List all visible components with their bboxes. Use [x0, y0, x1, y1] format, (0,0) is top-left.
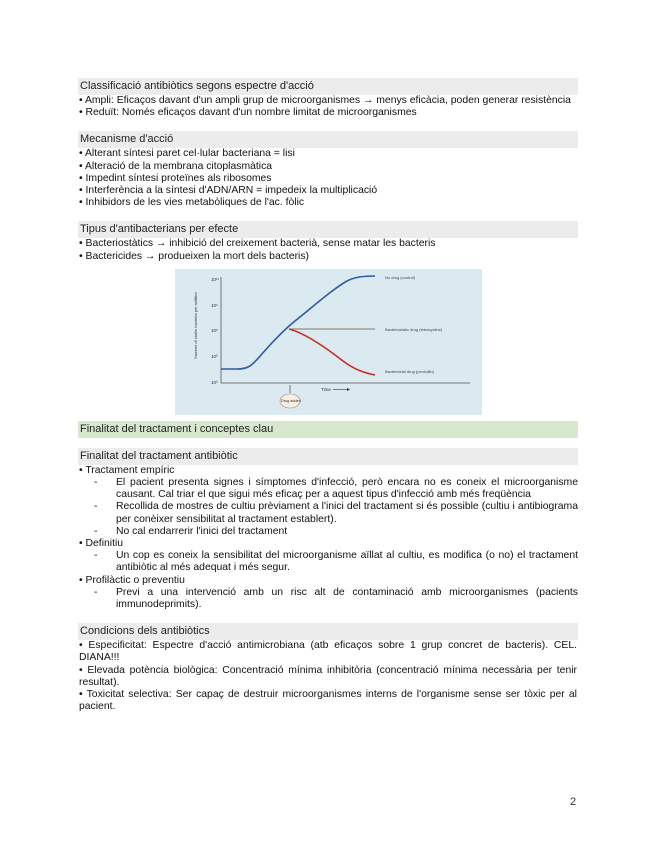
section-title-conditions: Condicions dels antibiòtics	[78, 623, 578, 640]
finality-group-definitive: • Definitiu	[79, 538, 124, 550]
list-item: - El pacient presenta signes i símptomes d'infecció, però encara no es coneix el microorganisme causant. Cal triar el que sigui més eficaç per a aquest tipus d'infecció amb més freqüència	[94, 477, 578, 501]
types-line-1: • Bacteriostàtics → inhibició del creixement bacterià, sense matar les bacteris	[79, 238, 436, 250]
section-title-classification: Classificació antibiòtics segons espectre d'acció	[78, 78, 578, 95]
list-item: - Un cop es coneix la sensibilitat del microorganisme aïllat al cultiu, es modifica (o no) el tractament antibiòtic al més adequat i més segur.	[94, 550, 578, 574]
legend-bactericidal: Bactericidal drug (penicillin)	[384, 368, 434, 374]
classification-line-1: • Ampli: Eficaços davant d'un ampli grup de microorganismes → menys eficàcia, poden generar resistència	[79, 95, 571, 106]
y-tick-label: 10⁶	[210, 327, 218, 333]
legend-bacteriostatic: Bacteriostatic drug (tetracycline)	[384, 326, 442, 332]
mechanism-line-4: • Interferència a la síntesi d'ADN/ARN = impedeix la multiplicació	[79, 185, 378, 197]
y-tick-label: 10³	[210, 353, 218, 359]
conditions-line-1: • Especificitat: Espectre d'acció antimicrobiana (atb eficaços sobre 1 grup concret de bacteris). CEL. DIANA!!!	[79, 640, 577, 664]
drug-added-label: Drug added	[280, 398, 301, 403]
page-number: 2	[570, 796, 577, 808]
types-line-2: • Bactericides → produeixen la mort dels bacteris)	[79, 250, 310, 262]
mechanism-line-5: • Inhibidors de les vies metabòliques de l'ac. fòlic	[79, 197, 305, 209]
growth-curve-graph	[175, 269, 482, 415]
bactericidal-curve	[289, 329, 375, 375]
y-tick-label: 10¹¹	[210, 276, 219, 282]
finality-group-empiric: • Tractament empíric	[79, 464, 175, 476]
section-title-mechanism: Mecanisme d'acció	[78, 131, 578, 148]
x-axis-label: Time	[320, 386, 331, 392]
y-tick-label: 10⁹	[210, 302, 218, 308]
no-drug-curve	[221, 276, 375, 369]
mechanism-line-3: • Impedint síntesi proteïnes als ribosomes	[79, 172, 272, 184]
list-item: - Recollida de mostres de cultiu prèviament a l'inici del tractament si és possible (cultiu i antibiograma per conèixer sensibilitat al tractament establert).	[94, 501, 578, 525]
classification-line-2: • Reduït: Només eficaços davant d'un nombre limitat de microorganismes	[79, 107, 417, 119]
mechanism-line-1: • Alterant síntesi paret cel·lular bacteriana = lisi	[79, 148, 295, 160]
x-axis-arrow-head	[347, 388, 350, 391]
list-item: - Previ a una intervenció amb un risc alt de contaminació amb microorganismes (pacients immunodeprimits).	[94, 586, 578, 611]
finality-group-prophylactic: • Profilàctic o preventiu	[79, 574, 185, 586]
bacterial-growth-figure	[175, 269, 482, 415]
mechanism-line-2: • Alteració de la membrana citoplasmàtica	[79, 160, 273, 172]
conditions-line-3: • Toxicitat selectiva: Ser capaç de destruir microorganismes interns de l'organisme sense ser tòxic per al pacient.	[79, 689, 577, 713]
legend-no-drug: No drug (control)	[384, 274, 415, 280]
y-axis-label: Number of viable bacteria per milliliter	[192, 291, 198, 359]
y-tick-label: 10⁰	[210, 379, 218, 385]
section-title-finality-main: Finalitat del tractament i conceptes clau	[78, 421, 578, 438]
section-title-types: Tipus d'antibacterians per efecte	[78, 221, 578, 238]
document-page	[78, 78, 578, 713]
list-item: - No cal endarrerir l'inici del tractament	[94, 525, 288, 537]
section-title-finality: Finalitat del tractament antibiòtic	[78, 448, 578, 465]
conditions-line-2: • Elevada potència biològica: Concentració mínima inhibitòria (concentració mínima necessària per tenir resultat).	[79, 664, 577, 688]
